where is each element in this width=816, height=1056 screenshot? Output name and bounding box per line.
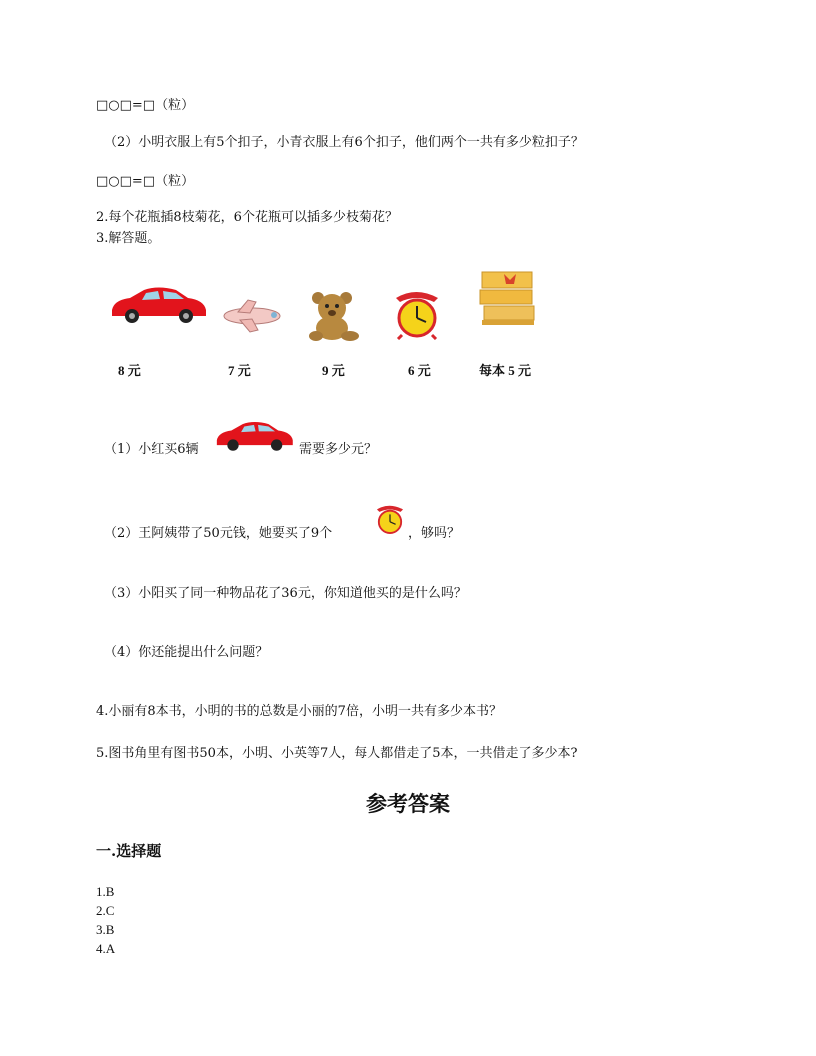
subquestion-2-end: ，够吗？ <box>408 526 461 541</box>
price-car: 8 元 <box>118 363 141 378</box>
teddy-bear-icon <box>306 290 364 342</box>
problem-2-text: 2.每个花瓶插8枝菊花，6个花瓶可以插多少枝菊花？ <box>96 210 398 225</box>
toy-plane-icon <box>218 298 284 334</box>
toy-car-icon <box>106 286 210 326</box>
answer-item: 2.C <box>96 903 115 918</box>
alarm-clock-icon <box>388 290 446 340</box>
price-clock: 6 元 <box>408 363 431 378</box>
answer-item: 1.B <box>96 884 115 899</box>
subquestion-4: （4）你还能提出什么问题？ <box>104 645 269 660</box>
section-heading-choice: 一.选择题 <box>96 842 162 860</box>
price-notebook: 每本 5 元 <box>479 363 532 378</box>
problem-5-text: 5.图书角里有图书50本，小明、小英等7人，每人都借走了5本，一共借走了多少本? <box>96 746 578 761</box>
notebooks-icon <box>478 270 536 326</box>
question-2-text: （2）小明衣服上有5个扣子，小青衣服上有6个扣子，他们两个一共有多少粒扣子？ <box>104 135 584 150</box>
price-bear: 9 元 <box>322 363 345 378</box>
answer-title: 参考答案 <box>366 791 450 816</box>
subquestion-2-start: （2）王阿姨带了50元钱，她要买了9个 <box>104 526 333 541</box>
answer-item: 3.B <box>96 922 115 937</box>
subquestion-3: （3）小阳买了同一种物品花了36元，你知道他买的是什么吗？ <box>104 586 467 601</box>
problem-4-text: 4.小丽有8本书，小明的书的总数是小丽的7倍，小明一共有多少本书？ <box>96 704 502 719</box>
answer-item: 4.A <box>96 941 116 956</box>
price-plane: 7 元 <box>228 363 251 378</box>
formula-line-2: □○□=□（粒） <box>96 174 195 189</box>
toy-car-icon <box>212 420 296 454</box>
subquestion-1-start: （1）小红买6辆 <box>104 442 199 457</box>
alarm-clock-icon <box>372 504 408 536</box>
problem-3-title: 3.解答题。 <box>96 231 161 246</box>
formula-line-1: □○□=□（粒） <box>96 98 195 113</box>
subquestion-1-end: 需要多少元？ <box>299 442 378 457</box>
